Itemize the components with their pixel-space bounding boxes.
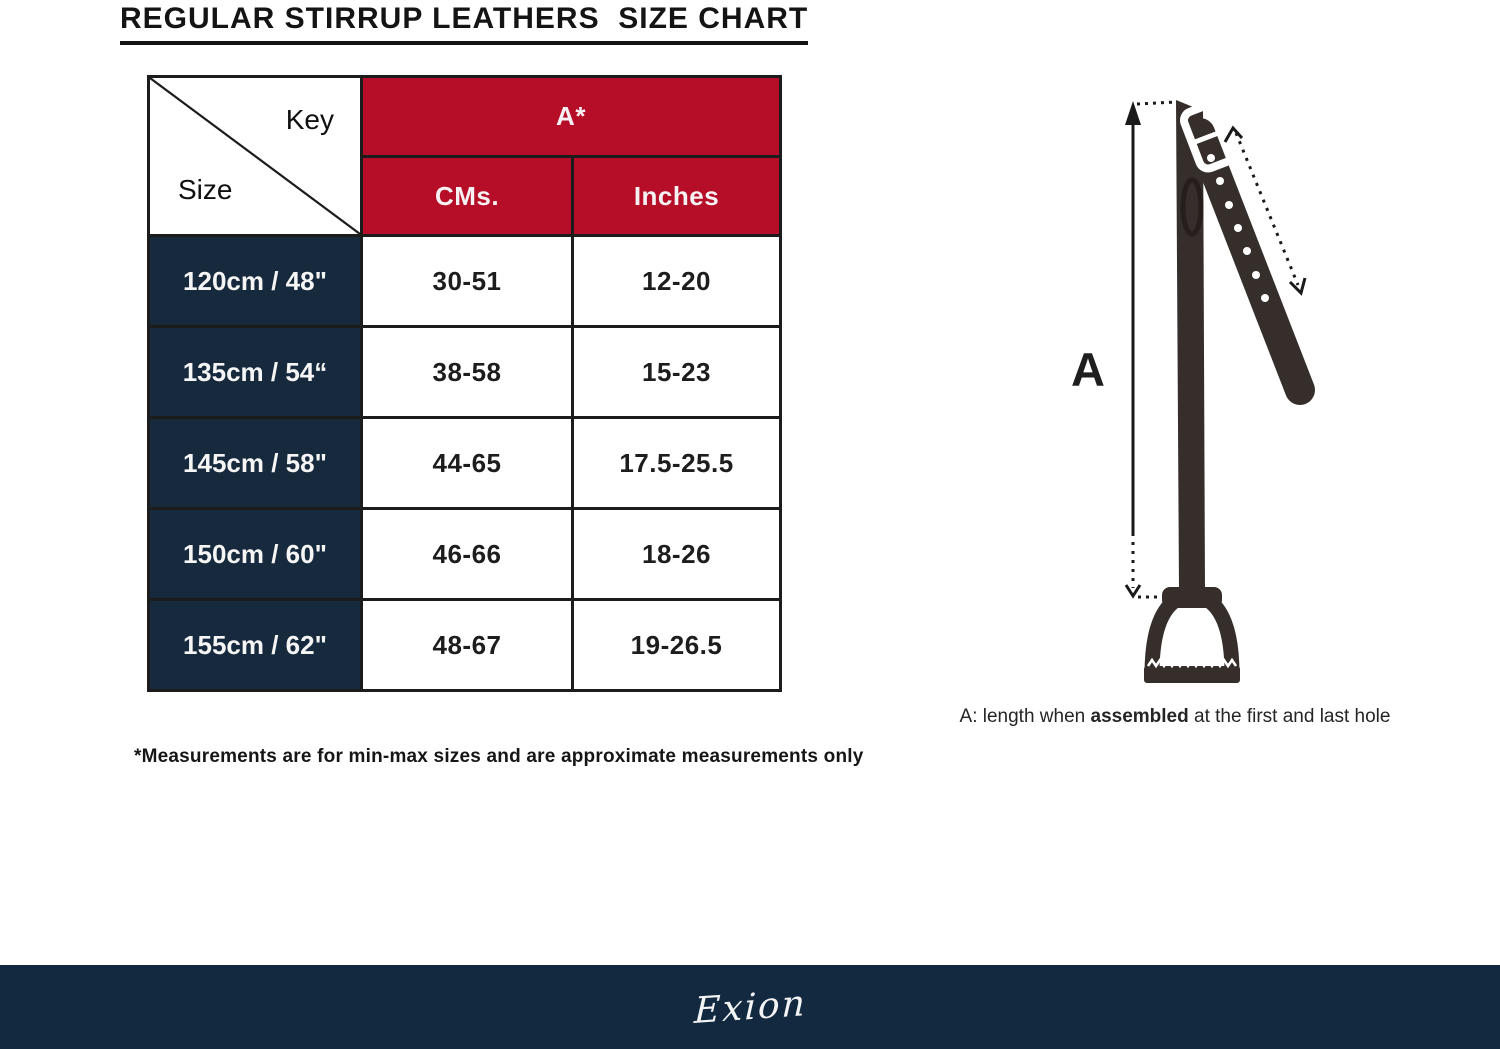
table-row — [149, 236, 781, 327]
dimension-line-a — [1125, 101, 1184, 597]
caption-prefix: A: length when — [959, 706, 1091, 727]
row-inches-value: 18-26 — [573, 509, 781, 600]
row-inches-value: 12-20 — [573, 236, 781, 327]
row-inches-value: 17.5-25.5 — [573, 418, 781, 509]
row-inches-value: 19-26.5 — [573, 600, 781, 691]
measurements-footnote: *Measurements are for min-max sizes and are approximate measurements only — [134, 746, 864, 767]
stirrup-iron — [1144, 587, 1240, 683]
column-header-cms: CMs. — [362, 157, 573, 236]
corner-size-label: Size — [178, 174, 233, 205]
row-cms-value: 48-67 — [362, 600, 573, 691]
row-size-label: 145cm / 58" — [149, 418, 362, 509]
table-row — [149, 509, 781, 600]
row-size-label: 150cm / 60" — [149, 509, 362, 600]
group-header-a: A* — [362, 77, 781, 157]
table-row — [149, 418, 781, 509]
brand-logo-exion: Exion — [692, 982, 808, 1032]
corner-header-cell — [149, 77, 362, 236]
row-size-label: 135cm / 54“ — [149, 327, 362, 418]
row-inches-value: 15-23 — [573, 327, 781, 418]
caption-bold-word: assembled — [1090, 706, 1189, 727]
stirrup-tread-serration — [1148, 660, 1236, 666]
diagram-caption — [940, 706, 1410, 728]
corner-key-label: Key — [285, 104, 334, 135]
size-chart-table — [147, 75, 782, 692]
diagonal-divider-line — [150, 78, 360, 234]
table-row — [149, 327, 781, 418]
row-size-label: 120cm / 48" — [149, 236, 362, 327]
column-header-inches: Inches — [573, 157, 781, 236]
page-title: REGULAR STIRRUP LEATHERS SIZE CHART — [120, 2, 808, 45]
dimension-a-label: A — [1071, 343, 1105, 396]
row-cms-value: 38-58 — [362, 327, 573, 418]
row-cms-value: 46-66 — [362, 509, 573, 600]
table-row — [149, 600, 781, 691]
footer-bar — [0, 965, 1500, 1049]
diagonal-strap — [1200, 133, 1300, 390]
caption-suffix: at the first and last hole — [1188, 706, 1391, 727]
stirrup-leather-diagram — [1040, 85, 1400, 705]
row-cms-value: 30-51 — [362, 236, 573, 327]
row-cms-value: 44-65 — [362, 418, 573, 509]
row-size-label: 155cm / 62" — [149, 600, 362, 691]
